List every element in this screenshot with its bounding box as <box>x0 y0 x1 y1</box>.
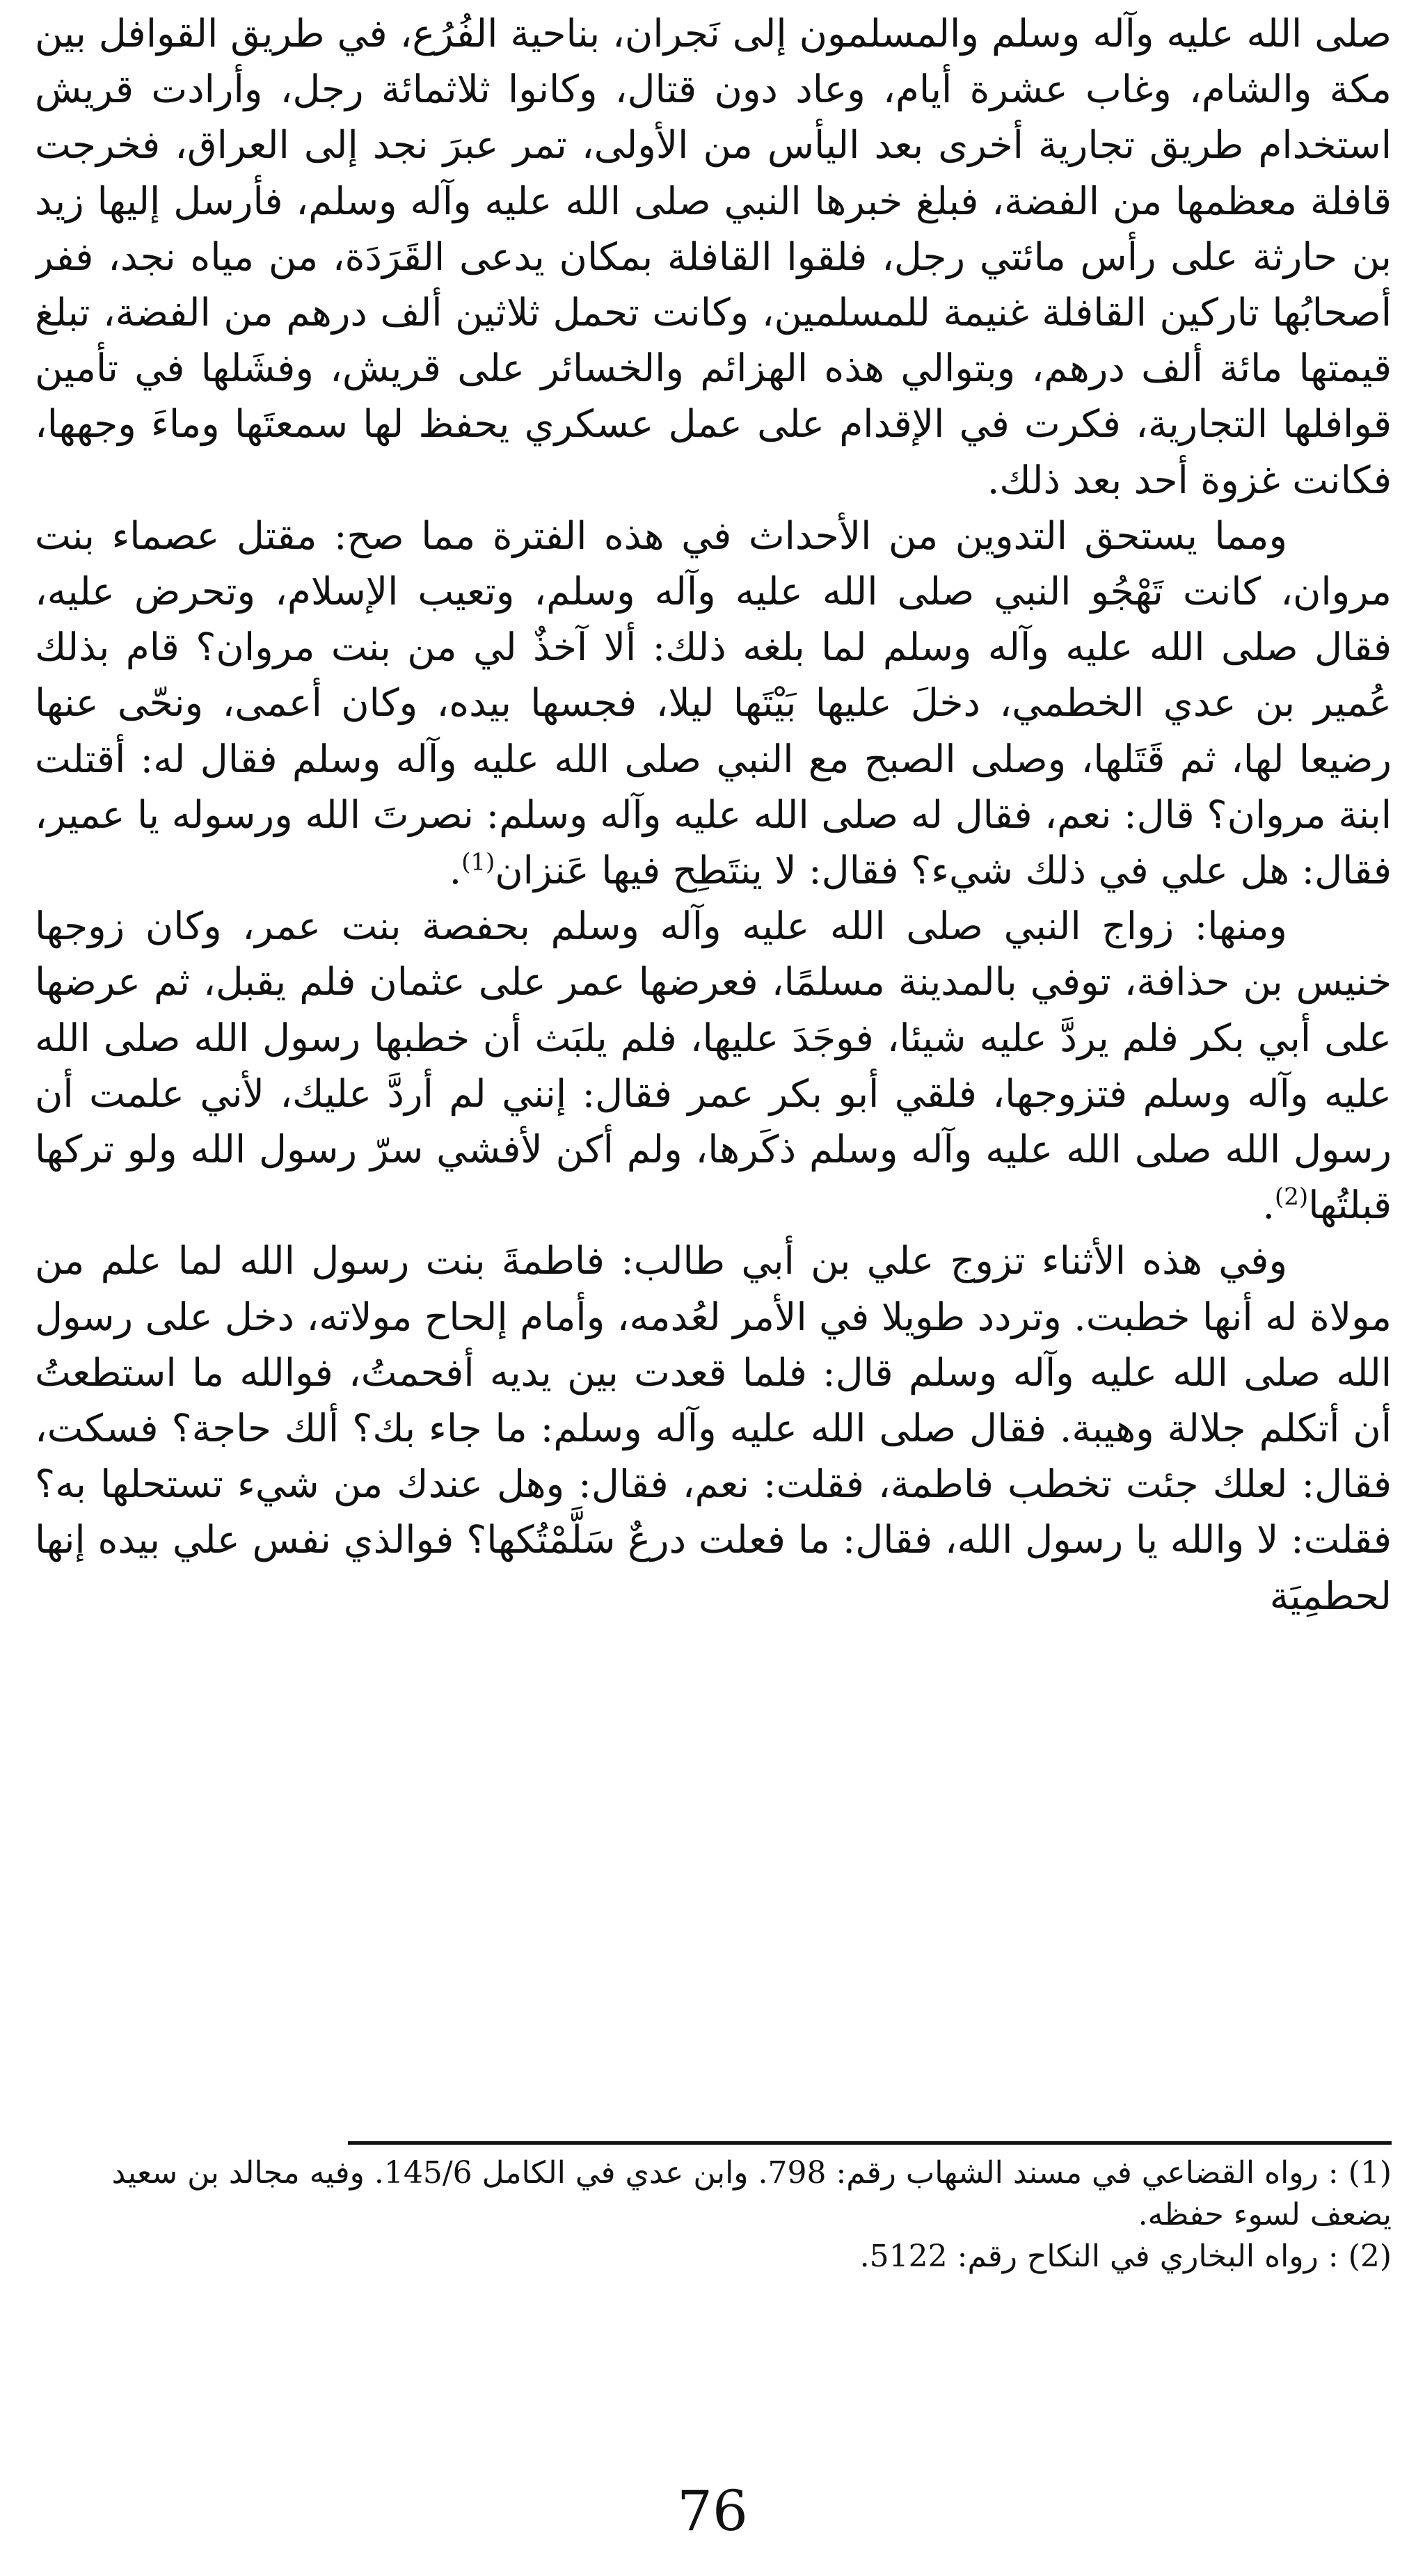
paragraph-4 <box>35 1233 1392 1623</box>
page-number: 76 <box>677 2479 748 2543</box>
paragraph-3 <box>35 898 1392 1233</box>
footnotes-block <box>35 2152 1392 2333</box>
paragraph-1 <box>35 6 1392 508</box>
footnote-2: (2) : رواه البخاري في النكاح رقم: 5122. <box>859 2239 1392 2274</box>
paragraph-3-tail: . <box>1262 1183 1275 1228</box>
paragraph-4-text: وفي هذه الأثناء تزوج علي بن أبي طالب: فاطمةَ بنت رسول الله لما علم من مولاة له أنها خطبت. وتردد طويلا في الأمر لعُدمه، وأمام إلحاح مولاته، دخل على رسول الله صلى الله عليه وآله وسلم قال: فلما قعدت بين يديه أفحمتُ، فوالله ما استطعتُ أن أتكلم جلالة وهيبة. فقال صلى الله عليه وآله وسلم: ما جاء بك؟ ألك حاجة؟ فسكت، فقال: لعلك جئت تخطب فاطمة، فقلت: نعم، فقال: وهل عندك من شيء تستحلها به؟ فقلت: لا والله يا رسول الله، فقال: ما فعلت درعٌ سَلَّمْتُكها؟ فوالذي نفس علي بيده إنها لحطمِيَة <box>35 1238 1392 1618</box>
paragraph-1-text: صلى الله عليه وآله وسلم والمسلمون إلى نَجران، بناحية الفُرُع، في طريق القوافل بين مكة والشام، وغاب عشرة أيام، وعاد دون قتال، وكانوا ثلاثمائة رجل، وأرادت قريش استخدام طريق تجارية أخرى بعد اليأس من الأولى، تمر عبرَ نجد إلى العراق، فخرجت قافلة معظمها من الفضة، فبلغ خبرها النبي صلى الله عليه وآله وسلم، فأرسل إليها زيد بن حارثة على رأس مائتي رجل، فلقوا القافلة بمكان يدعى القَرَدَة، من مياه نجد، ففر أصحابُها تاركين القافلة غنيمة للمسلمين، وكانت تحمل ثلاثين ألف درهم من الفضة، تبلغ قيمتها مائة ألف درهم، وبتوالي هذه الهزائم والخسائر على قريش، وفشَلها في تأمين قوافلها التجارية، فكرت في الإقدام على عمل عسكري يحفظ لها سمعتَها وماءَ وجهها، فكانت غزوة أحد بعد ذلك. <box>35 11 1392 502</box>
paragraph-2-tail: . <box>449 848 462 893</box>
paragraph-2 <box>35 508 1392 898</box>
paragraph-3-text: ومنها: زواج النبي صلى الله عليه وآله وسلم بحفصة بنت عمر، وكان زوجها خنيس بن حذافة، توفي بالمدينة مسلمًا، فعرضها عمر على عثمان فلم يقبل، ثم عرضها على أبي بكر فلم يردَّ عليه شيئا، فوجَدَ عليها، فلم يلبَث أن خطبها رسول الله صلى الله عليه وآله وسلم فتزوجها، فلقي أبو بكر عمر فقال: إنني لم أردَّ عليك، لأني علمت أن رسول الله صلى الله عليه وآله وسلم ذكَرها، ولم أكن لأفشي سرّ رسول الله ولو تركها قبلتُها <box>35 904 1392 1228</box>
footnote-1: (1) : رواه القضاعي في مسند الشهاب رقم: 798. وابن عدي في الكامل 145/6. وفيه مجالد بن سعيد يضعف لسوء حفظه. <box>111 2155 1392 2232</box>
main-text-block <box>35 6 1392 2120</box>
footnote-ref-2: (2) <box>1275 1183 1309 1211</box>
footnote-separator-rule <box>348 2141 1392 2145</box>
paragraph-2-text: ومما يستحق التدوين من الأحداث في هذه الفترة مما صح: مقتل عصماء بنت مروان، كانت تَهْجُو النبي صلى الله عليه وآله وسلم، وتعيب الإسلام، وتحرض عليه، فقال صلى الله عليه وآله وسلم لما بلغه ذلك: ألا آخذٌ لي من بنت مروان؟ قام بذلك عُمير بن عدي الخطمي، دخلَ عليها بَيْتَها ليلا، فجسها بيده، وكان أعمى، ونحّى عنها رضيعا لها، ثم قَتَلها، وصلى الصبح مع النبي صلى الله عليه وآله وسلم فقال له: أقتلت ابنة مروان؟ قال: نعم، فقال له صلى الله عليه وآله وسلم: نصرتَ الله ورسوله يا عمير، فقال: هل علي في ذلك شيء؟ فقال: لا ينتَطِح فيها عَنزان <box>35 513 1392 893</box>
footnote-ref-1: (1) <box>461 848 495 877</box>
